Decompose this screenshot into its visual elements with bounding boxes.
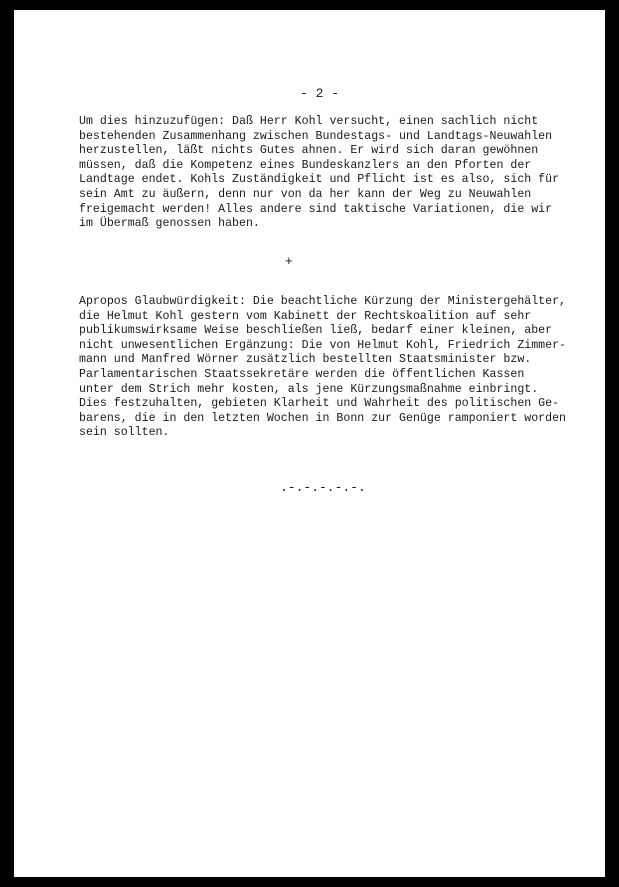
text-line: sein sollten. bbox=[79, 426, 170, 440]
text-line: die Helmut Kohl gestern vom Kabinett der Rechtskoalition auf sehr bbox=[79, 309, 532, 323]
text-line: herzustellen, läßt nichts Gutes ahnen. Er wird sich daran gewöhnen bbox=[79, 144, 539, 158]
text-line: Um dies hinzuzufügen: Daß Herr Kohl versucht, einen sachlich nicht bbox=[79, 115, 539, 128]
paragraph-2 bbox=[79, 295, 589, 441]
text-line: im Übermaß genossen haben. bbox=[79, 217, 260, 231]
text-line: Apropos Glaubwürdigkeit: Die beachtliche Kürzung der Ministergehälter, bbox=[79, 295, 567, 308]
text-line: müssen, daß die Kompetenz eines Bundeskanzlers an den Pforten der bbox=[79, 158, 532, 172]
page-number: - 2 - bbox=[300, 86, 340, 101]
text-line: freigemacht werden! Alles andere sind taktische Variationen, die wir bbox=[79, 202, 553, 216]
text-line: publikumswirksame Weise beschließen ließ, bedarf einer kleinen, aber bbox=[79, 324, 553, 338]
text-line: Dies festzuhalten, gebieten Klarheit und Wahrheit des politischen Ge- bbox=[79, 397, 560, 411]
end-mark: .-.-.-.-.-. bbox=[280, 480, 366, 495]
text-line: sein Amt zu äußern, denn nur von da her kann der Weg zu Neuwahlen bbox=[79, 187, 532, 201]
text-line: Landtage endet. Kohls Zuständigkeit und Pflicht ist es also, sich für bbox=[79, 173, 560, 187]
text-line: nicht unwesentlichen Ergänzung: Die von Helmut Kohl, Friedrich Zimmer- bbox=[79, 338, 567, 352]
text-line: unter dem Strich mehr kosten, als jene Kürzungsmaßnahme einbringt. bbox=[79, 382, 539, 396]
document-page bbox=[14, 10, 605, 877]
text-line: barens, die in den letzten Wochen in Bonn zur Genüge ramponiert worden bbox=[79, 411, 567, 425]
section-separator: + bbox=[285, 254, 293, 269]
text-line: Parlamentarischen Staatssekretäre werden die öffentlichen Kassen bbox=[79, 367, 525, 381]
paragraph-1 bbox=[79, 115, 589, 232]
text-line: bestehenden Zusammenhang zwischen Bundestags- und Landtags-Neuwahlen bbox=[79, 129, 553, 143]
text-line: mann und Manfred Wörner zusätzlich bestellten Staatsminister bzw. bbox=[79, 353, 532, 367]
